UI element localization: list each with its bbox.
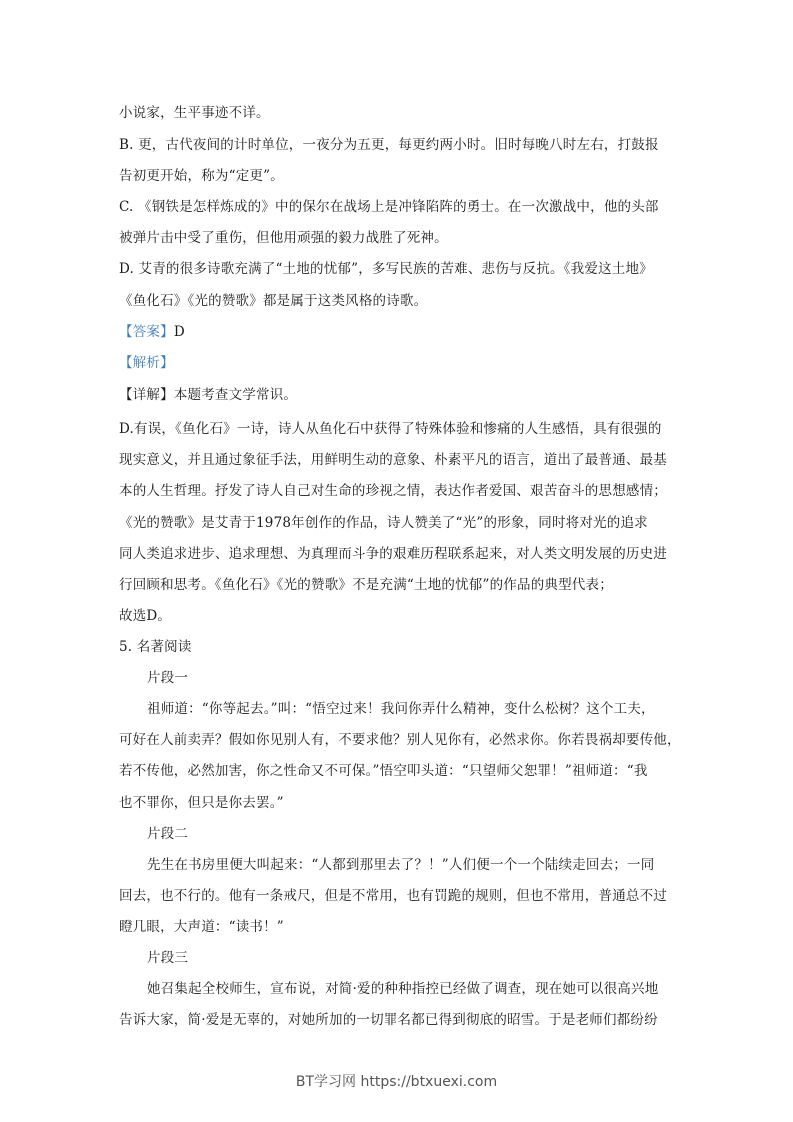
option-c-line-1: C. 《钢铁是怎样炼成的》中的保尔在战场上是冲锋陷阵的勇士。在一次激战中，他的头部	[119, 199, 659, 215]
fragment-1-line: 祖师道：“你等起去。”叫：“悟空过来！我问你弄什么精神，变什么松树？这个工夫，	[147, 701, 655, 717]
fragment-2-line: 回去，也不行的。他有一条戒尺，但是不常用，也有罚跪的规则，但也不常用，普通总不过	[119, 888, 667, 904]
fragment-3-line: 告诉大家，简·爱是无辜的，对她所加的一切罪名都已得到彻底的昭雪。于是老师们都纷纷	[119, 1012, 658, 1028]
detail-label: 【详解】	[119, 387, 174, 403]
option-c-line-2: 被弹片击中受了重伤，但他用顽强的毅力战胜了死神。	[119, 230, 448, 246]
fragment-1-line: 可好在人前卖弄？假如你见别人有，不要求他？别人见你有，必然求你。你若畏祸却要传他，	[119, 732, 681, 748]
text-line: 小说家，生平事迹不详。	[119, 105, 270, 121]
option-d-line-2: 《鱼化石》《光的赞歌》都是属于这类风格的诗歌。	[119, 293, 428, 309]
explanation-conclusion: 故选D。	[119, 608, 172, 624]
fragment-2-title: 片段二	[147, 826, 189, 842]
answer-line	[119, 323, 185, 341]
answer-value: D	[173, 324, 185, 340]
fragment-3-title: 片段三	[147, 950, 189, 966]
explanation-line: 本的人生哲理。抒发了诗人自己对生命的珍视之情，表达作者爱国、艰苦奋斗的思想感情；	[119, 483, 667, 499]
explanation-line: D.有误，《鱼化石》一诗，诗人从鱼化石中获得了特殊体验和惨痛的人生感悟，具有很强的	[119, 421, 662, 437]
explanation-line: 《光的赞歌》是艾青于1978年创作的作品，诗人赞美了“光”的形象，同时将对光的追求	[119, 515, 648, 531]
explanation-line: 行回顾和思考。《鱼化石》《光的赞歌》不是充满“土地的忧郁”的作品的典型代表；	[119, 577, 613, 593]
fragment-1-line: 也不罪你，但只是你去罢。”	[119, 795, 284, 811]
detail-text: 本题考查文学常识。	[173, 387, 298, 403]
fragment-1-title: 片段一	[147, 670, 189, 686]
answer-label: 【答案】	[119, 324, 174, 340]
option-b-line-2: 告初更开始，称为“定更”。	[119, 168, 284, 184]
option-d-line-1: D. 艾青的很多诗歌充满了“土地的忧郁”，多写民族的苦难、悲伤与反抗。《我爱这土地》	[119, 261, 653, 277]
fragment-2-line: 瞪几眼，大声道：“读书！”	[119, 919, 284, 935]
fragment-1-line: 若不传他，必然加害，你之性命又不可保。”悟空叩头道：“只望师父恕罪！”祖师道：“我	[119, 763, 648, 779]
explanation-line: 现实意义，并且通过象征手法，用鲜明生动的意象、朴素平凡的语言，道出了最普通、最基	[119, 452, 667, 468]
question-5-title: 5. 名著阅读	[119, 639, 192, 655]
analysis-label: 【解析】	[119, 355, 174, 371]
footer-watermark: BT学习网 https://btxuexi.com	[295, 1074, 498, 1090]
fragment-2-line: 先生在书房里便大叫起来：“人都到那里去了？！”人们便一个一个陆续走回去；一同	[147, 857, 655, 873]
detail-line	[119, 386, 297, 404]
option-b-line-1: B. 更，古代夜间的计时单位，一夜分为五更，每更约两小时。旧时每晚八时左右，打鼓报	[119, 137, 659, 153]
fragment-3-line: 她召集起全校师生，宣布说，对简·爱的种种指控已经做了调查，现在她可以很高兴地	[147, 981, 659, 997]
explanation-line: 同人类追求进步、追求理想、为真理而斗争的艰难历程联系起来，对人类文明发展的历史进	[119, 546, 667, 562]
